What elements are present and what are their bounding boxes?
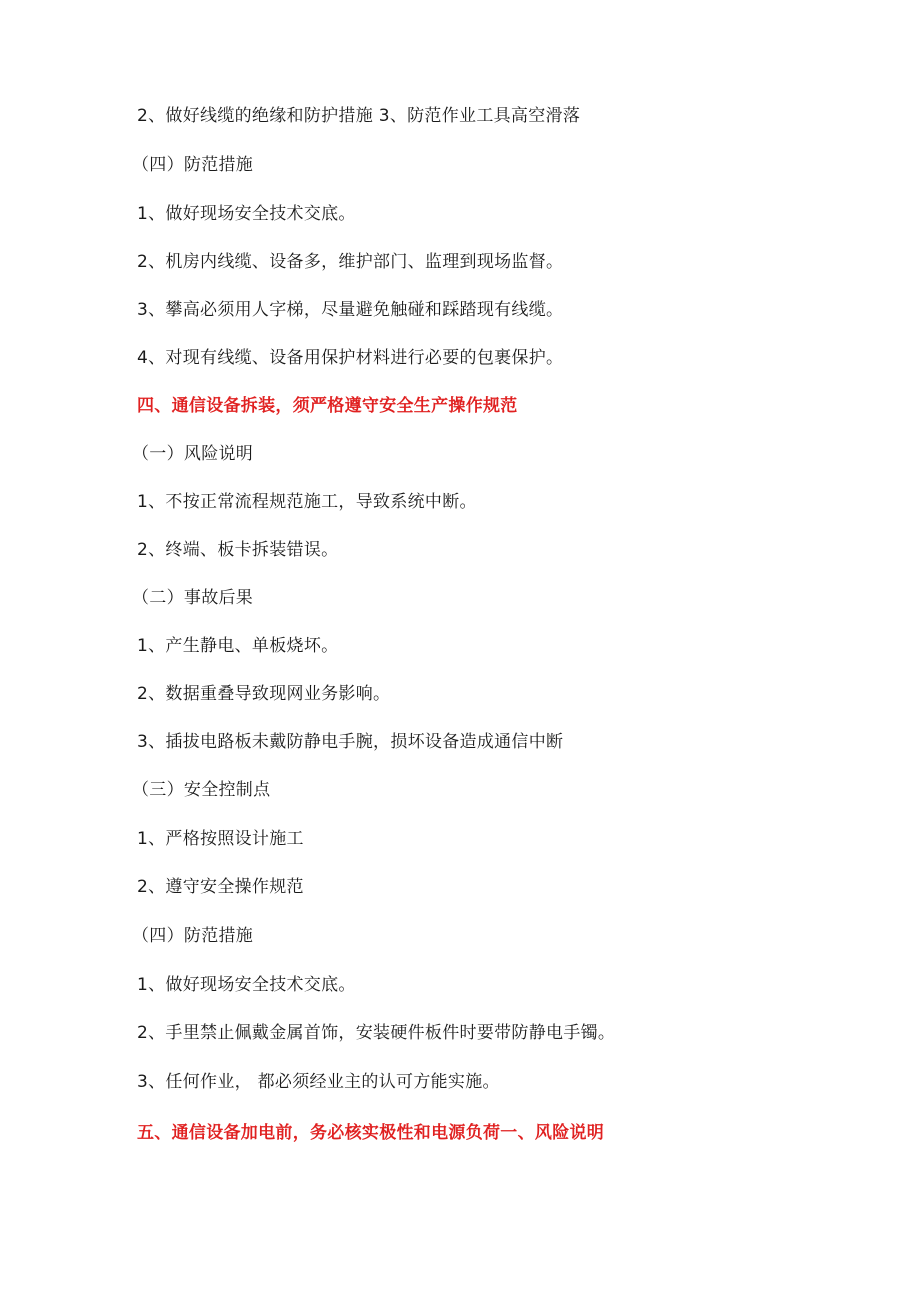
section-heading: 四、通信设备拆装，须严格遵守安全生产操作规范 [137, 396, 518, 416]
list-item: 1、严格按照设计施工 [137, 829, 304, 849]
list-item: 1、不按正常流程规范施工，导致系统中断。 [137, 492, 477, 512]
list-item: 1、产生静电、单板烧坏。 [137, 636, 339, 656]
section-subtitle: （四）防范措施 [132, 155, 254, 175]
list-item: 2、终端、板卡拆装错误。 [137, 540, 339, 560]
list-item: 2、机房内线缆、设备多，维护部门、监理到现场监督。 [137, 252, 564, 272]
list-item: 1、做好现场安全技术交底。 [137, 975, 356, 995]
list-item: 3、插拔电路板未戴防静电手腕，损坏设备造成通信中断 [137, 732, 564, 752]
list-item: 1、做好现场安全技术交底。 [137, 204, 356, 224]
list-item: 2、手里禁止佩戴金属首饰，安装硬件板件时要带防静电手镯。 [137, 1023, 616, 1043]
section-subtitle: （四）防范措施 [132, 926, 254, 946]
section-subtitle: （一）风险说明 [132, 444, 254, 464]
list-item: 3、任何作业， 都必须经业主的认可方能实施。 [137, 1072, 500, 1092]
list-item: 2、做好线缆的绝缘和防护措施 3、防范作业工具高空滑落 [137, 106, 581, 126]
list-item: 2、遵守安全操作规范 [137, 877, 304, 897]
list-item: 3、攀高必须用人字梯，尽量避免触碰和踩踏现有线缆。 [137, 300, 564, 320]
list-item: 4、对现有线缆、设备用保护材料进行必要的包裹保护。 [137, 348, 564, 368]
section-heading: 五、通信设备加电前，务必核实极性和电源负荷一、风险说明 [137, 1123, 605, 1143]
section-subtitle: （二）事故后果 [132, 588, 254, 608]
section-subtitle: （三）安全控制点 [132, 780, 271, 800]
list-item: 2、数据重叠导致现网业务影响。 [137, 684, 391, 704]
